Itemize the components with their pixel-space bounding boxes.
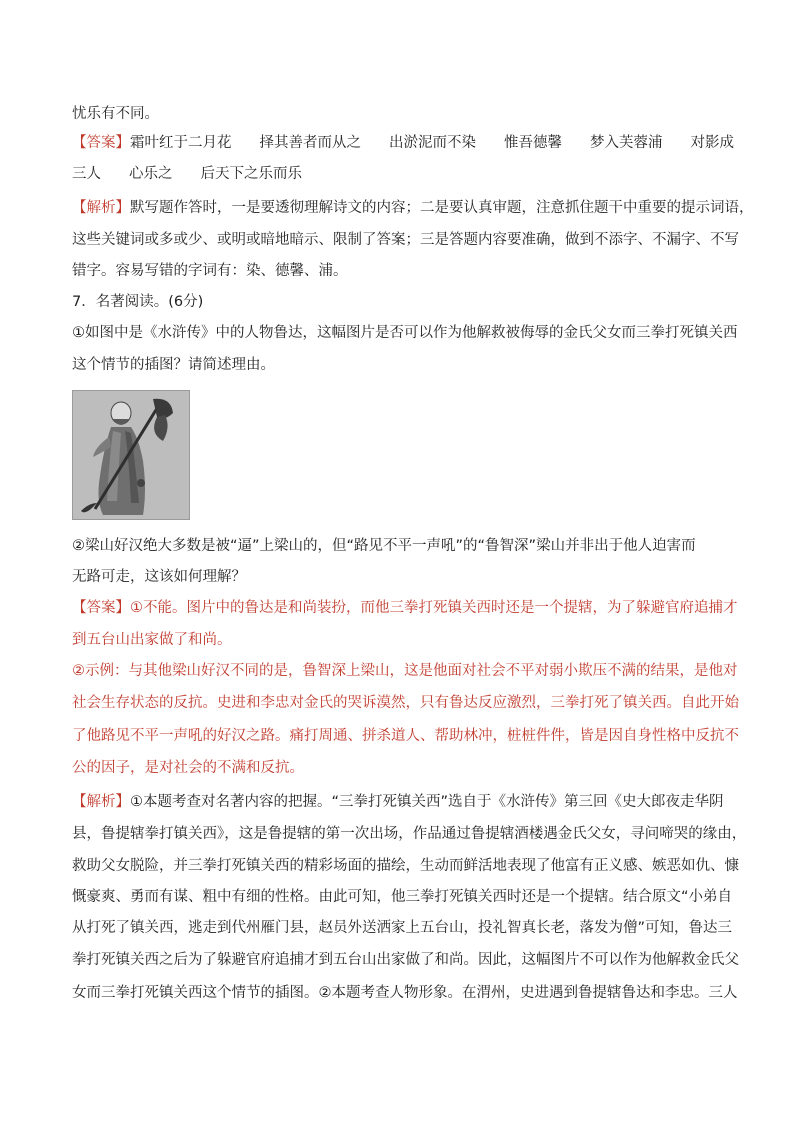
monk-illustration-icon [73,391,189,519]
analysis-line [72,792,724,812]
answer-item: 对影成 [690,135,734,151]
answer-tag: 【答案】 [72,600,130,616]
answer-item: 后天下之乐而乐 [200,166,302,182]
analysis-text: 默写题作答时，一是要透彻理解诗文的内容；二是要认真审题，注意抓住题干中重要的提示词语， [130,200,754,216]
text-line: ①如图中是《水浒传》中的人物鲁达，这幅图片是否可以作为他解救被侮辱的金氏父女而三拳打死镇关西 [72,325,738,341]
answer-item: 出淤泥而不染 [389,135,476,151]
analysis-line [72,198,754,218]
text-line: 拳打死镇关西之后为了躲避官府追捕才到五台山出家做了和尚。因此，这幅图片不可以作为他解救金氏父 [72,952,739,968]
text-line: 忧乐有不同。 [72,106,159,122]
text-line: 这个情节的插图？请简述理由。 [72,357,275,373]
answer-text: ①不能。图片中的鲁达是和尚装扮，而他三拳打死镇关西时还是一个提辖，为了躲避官府追捕才 [130,600,738,616]
monk-illustration [72,390,190,520]
text-line: 到五台山出家做了和尚。 [72,632,232,648]
text-line: 公的因子，是对社会的不满和反抗。 [72,760,304,776]
analysis-tag: 【解析】 [72,794,130,810]
text-line: 错字。容易写错的字词有：染、德馨、浦。 [72,263,348,279]
text-line: 从打死了镇关西，逃走到代州雁门县，赵员外送洒家上五台山，投礼智真长老，落发为僧”可知，鲁达三 [72,920,733,936]
text-line: ②梁山好汉绝大多数是被“逼”上梁山的，但“路见不平一声吼”的“鲁智深”梁山并非出于他人迫害而 [72,538,696,554]
text-line: ②示例：与其他梁山好汉不同的是，鲁智深上梁山，这是他面对社会不平对弱小欺压不满的结果，是他对 [72,663,738,679]
text-line: 救助父女脱险，并三拳打死镇关西的精彩场面的描绘，生动而鲜活地表现了他富有正义感、嫉恶如仇、慷 [72,858,739,874]
answer-item: 三人 [72,166,101,182]
text-line: 县，鲁提辖拳打镇关西》，这是鲁提辖的第一次出场，作品通过鲁提辖酒楼遇金氏父女，寻问啼哭的缘由， [72,826,747,842]
answer-item: 梦入芙蓉浦 [590,135,663,151]
text-line: 这些关键词或多或少、或明或暗地暗示、限制了答案；三是答题内容要准确，做到不添字、不漏字、不写 [72,232,739,248]
text-line: 社会生存状态的反抗。史进和李忠对金氏的哭诉漠然，只有鲁达反应激烈，三拳打死了镇关西。自此开始 [72,695,739,711]
text-line: 了他路见不平一声吼的好汉之路。痛打周通、拼杀道人、帮助林冲，桩桩件件，皆是因自身性格中反抗不 [72,728,739,744]
answer-item: 心乐之 [129,166,173,182]
answer-tag: 【答案】 [72,135,130,151]
question-title: 7．名著阅读。(6分) [72,294,204,310]
analysis-tag: 【解析】 [72,200,130,216]
text-line: 女而三拳打死镇关西这个情节的插图。②本题考查人物形象。在渭州，史进遇到鲁提辖鲁达和李忠。三人 [72,985,738,1001]
text-line: 慨豪爽、勇而有谋、粗中有细的性格。由此可知，他三拳打死镇关西时还是一个提辖。结合原文“小弟自 [72,889,733,905]
answer-line [72,598,738,618]
answer-item: 霜叶红于二月花 [130,135,232,151]
answer-item: 惟吾德馨 [504,135,562,151]
analysis-text: ①本题考查对名著内容的把握。“三拳打死镇关西”选自于《水浒传》第三回《史大郎夜走华阴 [130,794,724,810]
answer-line [72,133,734,153]
answer-item: 择其善者而从之 [259,135,361,151]
answer-line [72,164,302,184]
text-line: 无路可走，这该如何理解？ [72,569,246,585]
